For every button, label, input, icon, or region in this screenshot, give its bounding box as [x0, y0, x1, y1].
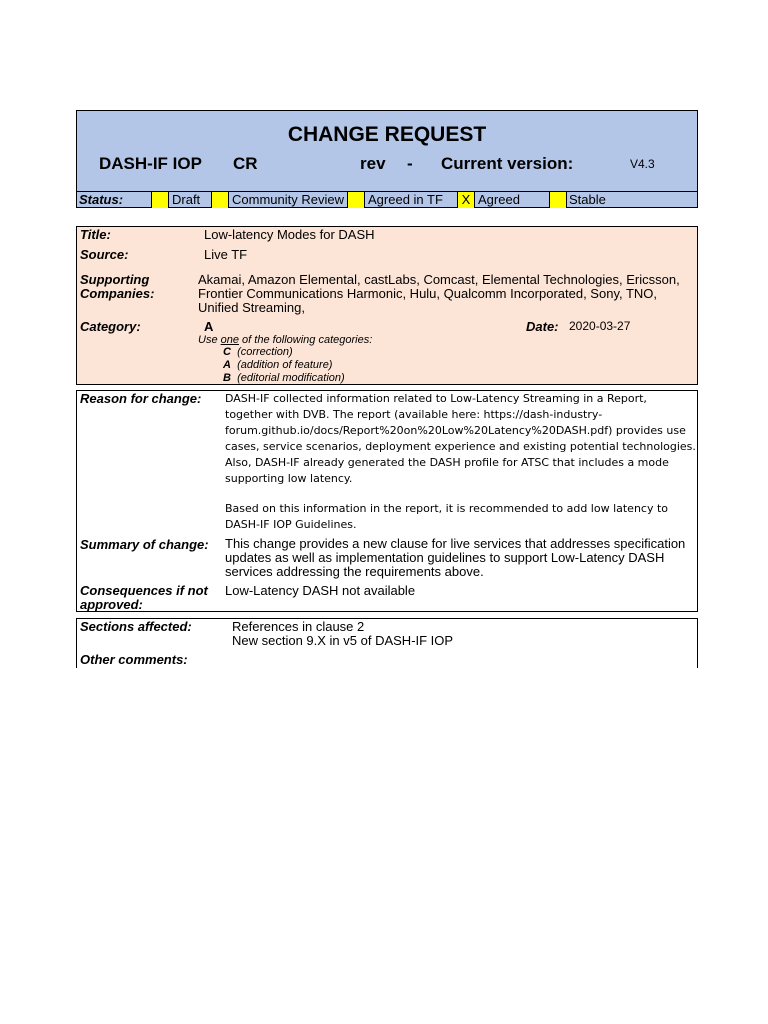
- reason-line: DASH-IF collected information related to Low-Latency Streaming in a Report,: [225, 392, 647, 405]
- consequences-label-line2: approved:: [80, 597, 143, 612]
- reason-text: [225, 391, 696, 533]
- change-request-header: [76, 110, 698, 208]
- other-comments-label: Other comments:: [80, 652, 188, 667]
- reason-line: together with DVB. The report (available here: https://dash-industry-: [225, 408, 603, 421]
- category-instructions: Use one of the following categories:: [198, 334, 373, 346]
- sections-affected-line2: New section 9.X in v5 of DASH-IF IOP: [232, 633, 454, 648]
- status-agreed-label: Agreed: [478, 192, 520, 207]
- title-label: Title:: [80, 227, 111, 242]
- reason-line: Also, DASH-IF already generated the DASH profile for ATSC that includes a mode: [225, 456, 669, 469]
- category-label: Category:: [80, 319, 141, 334]
- status-agreed-checkbox[interactable]: X: [457, 192, 475, 208]
- reason-line: forum.github.io/docs/Report%20on%20Low%20Latency%20DASH.pdf) provides use: [225, 424, 686, 437]
- reason-line: supporting low latency.: [225, 472, 353, 485]
- reason-line: Based on this information in the report, it is recommended to add low latency to: [225, 502, 669, 515]
- supporting-label-line2: Companies:: [80, 286, 155, 301]
- consequences-value: Low-Latency DASH not available: [225, 583, 416, 598]
- reason-section: [76, 390, 698, 612]
- status-community-review-checkbox[interactable]: [211, 192, 229, 208]
- status-stable-checkbox[interactable]: [549, 192, 567, 208]
- date-label: Date:: [526, 319, 559, 334]
- status-agreed-in-tf-checkbox[interactable]: [347, 192, 365, 208]
- reason-line: cases, service scenarios, deployment experience and existing potential technologies.: [225, 440, 696, 453]
- reason-line: DASH-IF IOP Guidelines.: [225, 518, 357, 531]
- summary-text: [225, 537, 685, 579]
- supporting-companies-line3: Unified Streaming,: [198, 300, 305, 315]
- current-version-value: V4.3: [630, 157, 655, 171]
- cr-info-section: [76, 226, 698, 385]
- category-option-b: B (editorial modification): [223, 372, 345, 384]
- summary-line: updates as well as implementation guidelines to support Low-Latency DASH: [225, 550, 665, 565]
- cr-label: CR: [233, 154, 258, 173]
- category-option-a: A (addition of feature): [223, 359, 333, 371]
- rev-label: rev: [360, 154, 386, 173]
- date-value: 2020-03-27: [569, 319, 631, 333]
- status-community-review-label: Community Review: [232, 192, 344, 207]
- consequences-label-line1: Consequences if not: [80, 583, 208, 598]
- summary-label: Summary of change:: [80, 537, 209, 552]
- document-title: CHANGE REQUEST: [287, 123, 487, 146]
- status-draft-label: Draft: [172, 192, 201, 207]
- sections-affected-section: [76, 618, 698, 668]
- supporting-companies-line1: Akamai, Amazon Elemental, castLabs, Comcast, Elemental Technologies, Ericsson,: [198, 272, 680, 287]
- reason-blank-line: [225, 487, 696, 501]
- current-version-label: Current version:: [441, 154, 574, 173]
- source-value: Live TF: [204, 247, 248, 262]
- source-label: Source:: [80, 247, 129, 262]
- summary-line: This change provides a new clause for live services that addresses specification: [225, 536, 686, 551]
- sections-affected-label: Sections affected:: [80, 619, 192, 634]
- reason-label: Reason for change:: [80, 391, 202, 406]
- title-value: Low-latency Modes for DASH: [204, 227, 375, 242]
- status-agreed-in-tf-label: Agreed in TF: [368, 192, 443, 207]
- category-option-c: C (correction): [223, 346, 293, 358]
- status-draft-checkbox[interactable]: [151, 192, 169, 208]
- status-label: Status:: [79, 192, 124, 207]
- status-stable-label: Stable: [569, 192, 606, 207]
- supporting-label-line1: Supporting: [80, 272, 150, 287]
- spec-name: DASH-IF IOP: [99, 154, 202, 173]
- supporting-companies-line2: Frontier Communications Harmonic, Hulu, Qualcomm Incorporated, Sony, TNO,: [198, 286, 658, 301]
- status-row: [77, 191, 697, 208]
- sections-affected-line1: References in clause 2: [232, 619, 365, 634]
- summary-line: services addressing the requirements above.: [225, 564, 484, 579]
- rev-dash: -: [407, 154, 413, 173]
- category-value: A: [204, 319, 214, 334]
